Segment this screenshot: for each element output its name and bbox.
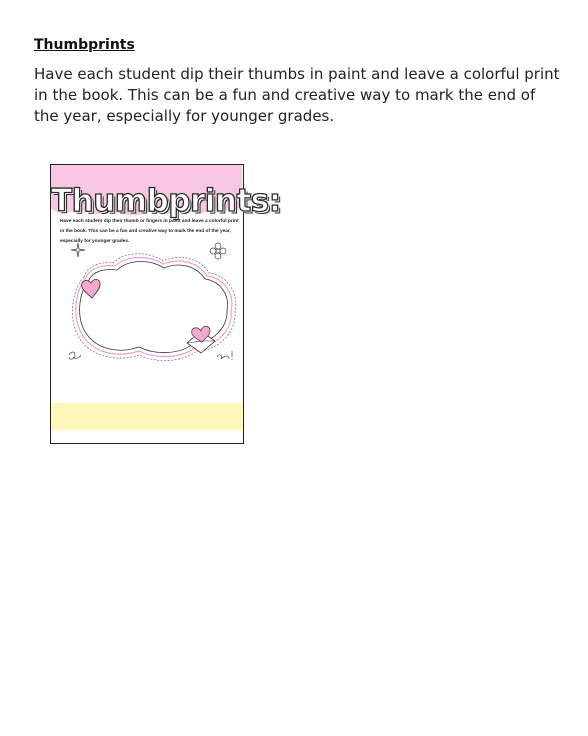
section-body-text: Have each student dip their thumbs in paint and leave a colorful print in the book. This can be a fun and creative way to mark the end of the year, especially for younger grades. (34, 65, 560, 125)
thumbnail-title: Thumbprints: (51, 183, 281, 219)
doodle-right-icon (217, 351, 232, 360)
thumbnail-text: Have each student dip their thumb or fingers in paint and leave a colorful print in the book. This can be a fun and creative way to mark the end of the year, especially for younger grades. (60, 219, 239, 244)
yellow-band (51, 403, 243, 430)
thumbnail-page-preview (50, 164, 281, 444)
doodle-left-icon (69, 352, 81, 359)
section-heading: Thumbprints (34, 37, 135, 53)
